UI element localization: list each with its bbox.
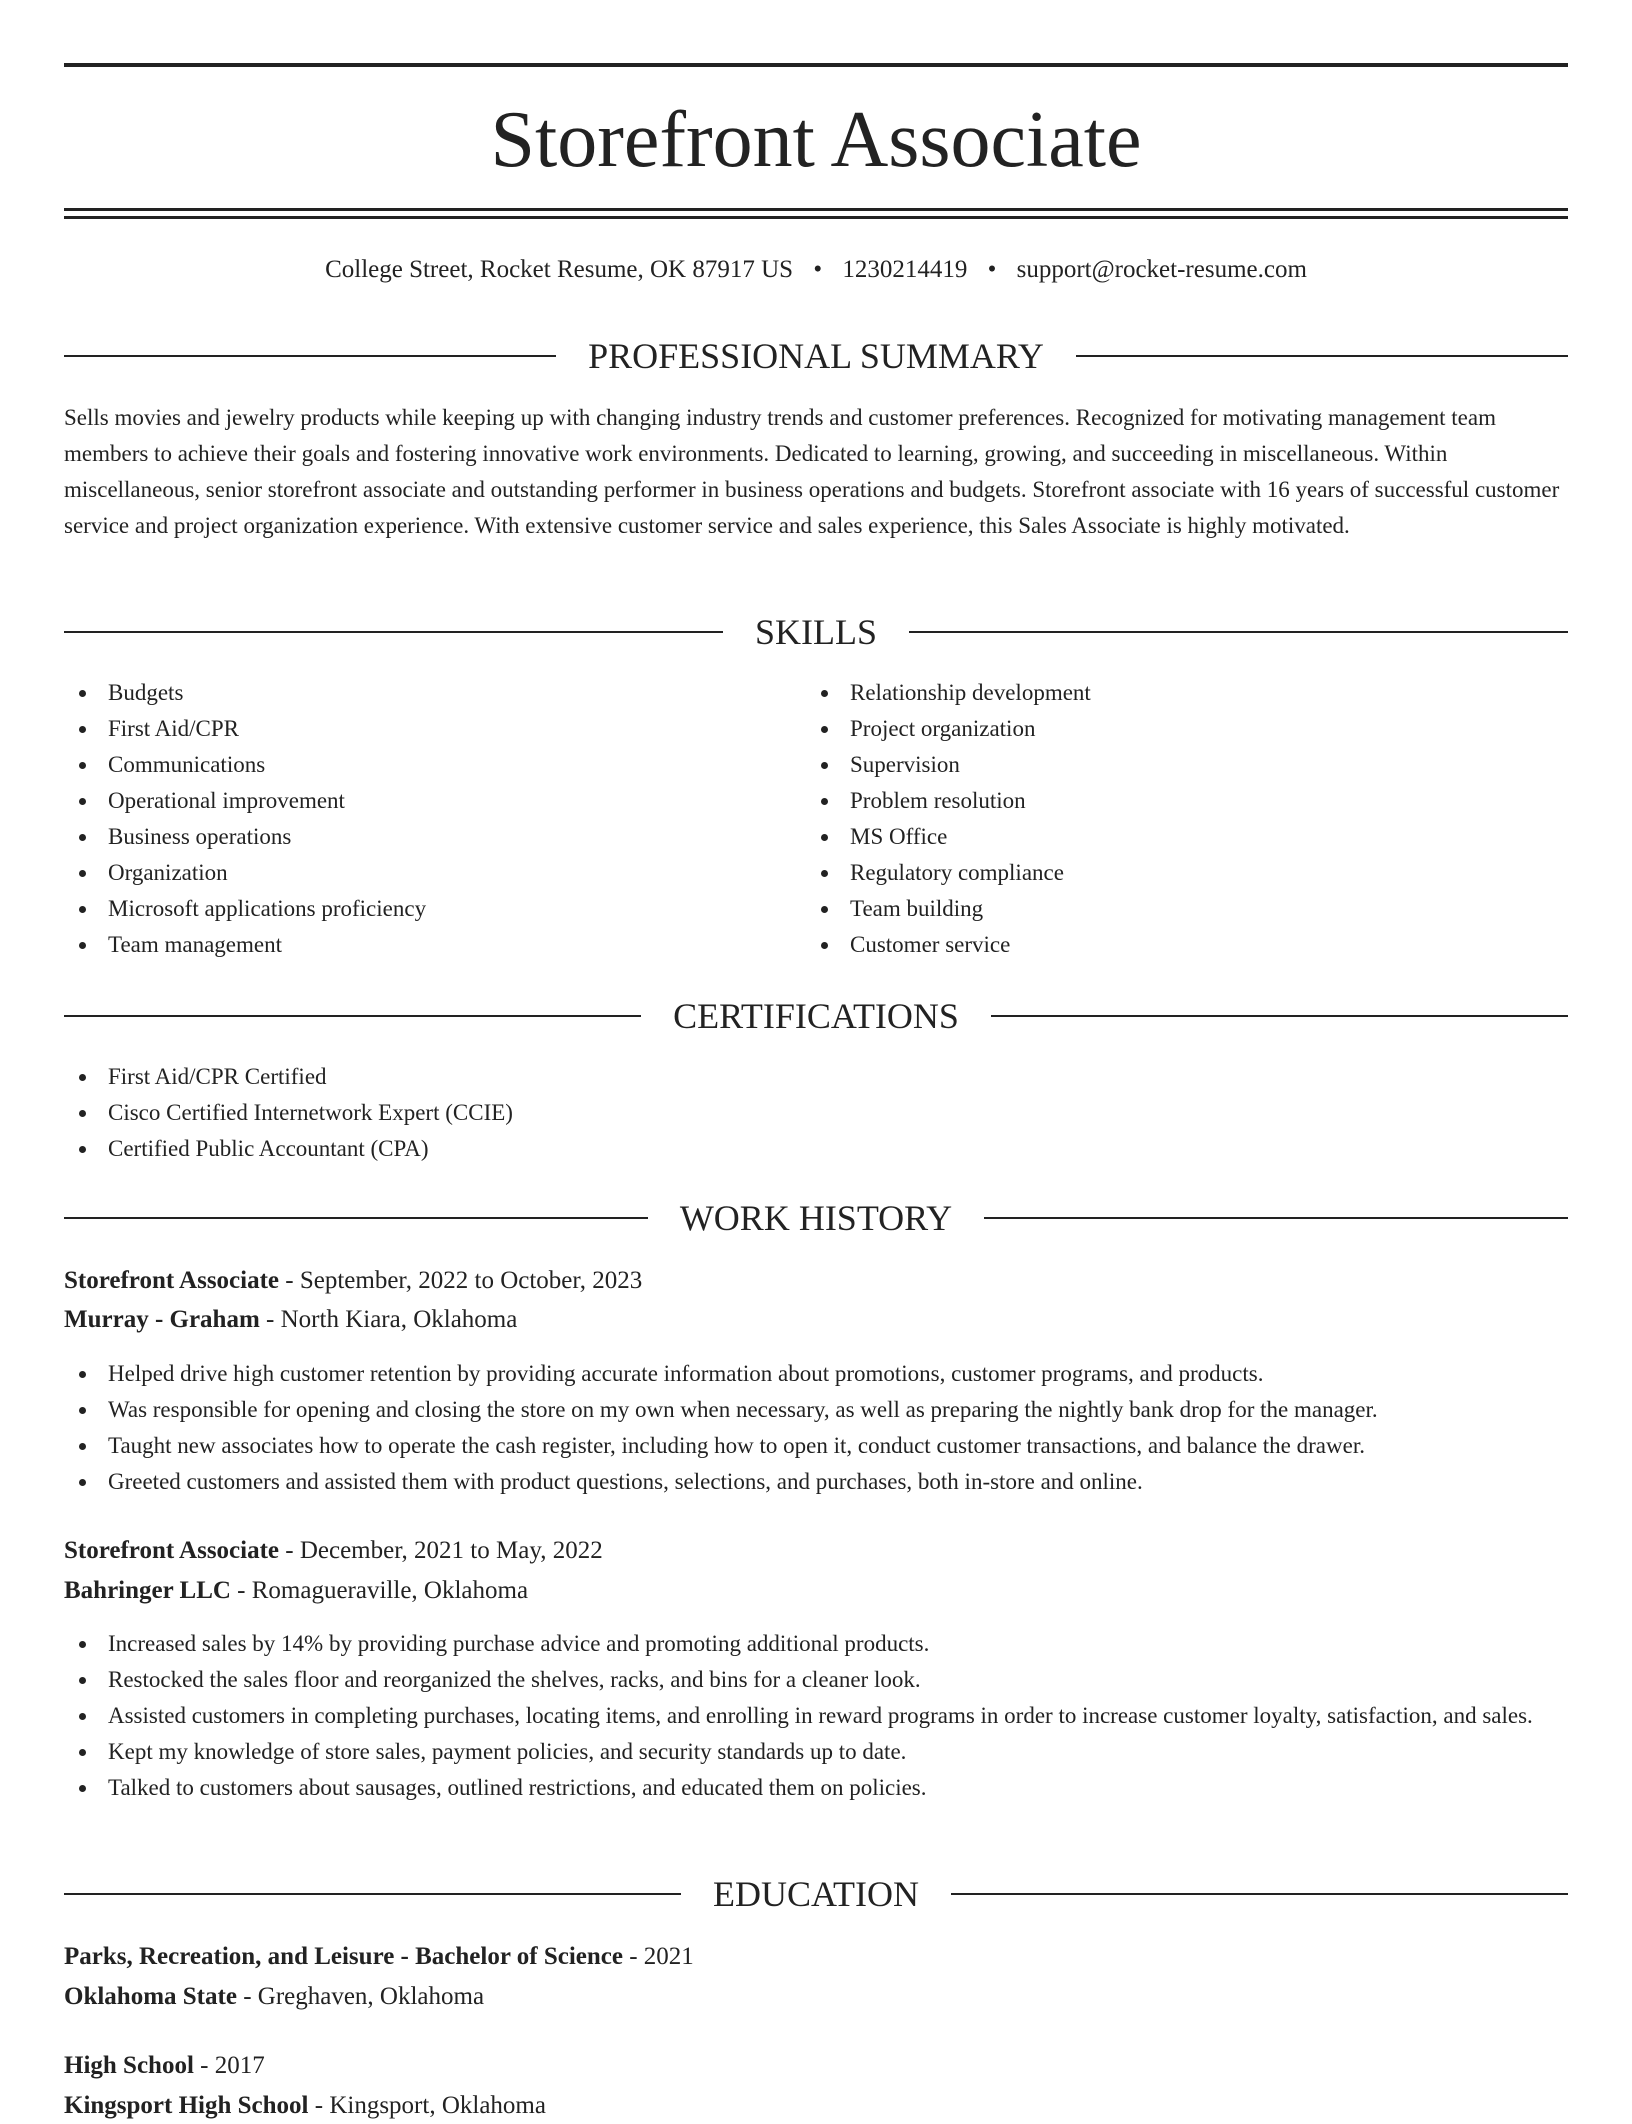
- certifications-list: [64, 1059, 1568, 1167]
- skill-item: MS Office: [806, 819, 1566, 855]
- skill-item: Problem resolution: [806, 783, 1566, 819]
- job-bullet: Kept my knowledge of store sales, payment policies, and security standards up to date.: [64, 1734, 1568, 1770]
- job-bullet: Was responsible for opening and closing the store on my own when necessary, as well as preparing the nightly bank drop for the manager.: [64, 1392, 1568, 1428]
- section-title: PROFESSIONAL SUMMARY: [588, 336, 1044, 376]
- job-bullet: Talked to customers about sausages, outlined restrictions, and educated them on policies.: [64, 1770, 1568, 1806]
- job-dates: - September, 2022 to October, 2023: [279, 1267, 643, 1294]
- education-location: - Greghaven, Oklahoma: [236, 1983, 485, 2010]
- education-school: Kingsport High School: [64, 2092, 309, 2119]
- skills-list-left: [64, 675, 804, 963]
- job-company: Bahringer LLC: [64, 1577, 231, 1604]
- job-company: Murray - Graham: [64, 1306, 260, 1333]
- heading-rule: [64, 1893, 681, 1895]
- section-title: EDUCATION: [713, 1874, 919, 1914]
- job-title-line: [64, 1263, 1568, 1299]
- summary-heading: [64, 334, 1568, 378]
- certification-item: Cisco Certified Internetwork Expert (CCIE): [64, 1095, 1568, 1131]
- skills-list-right: [806, 675, 1566, 963]
- education-year: - 2017: [193, 2052, 265, 2079]
- heading-rule: [991, 1015, 1568, 1017]
- address-text: College Street, Rocket Resume, OK 87917 US: [325, 256, 794, 283]
- job-company-line: [64, 1302, 1568, 1338]
- section-title: CERTIFICATIONS: [673, 996, 959, 1036]
- education-degree-line: [64, 2048, 1568, 2084]
- skill-item: First Aid/CPR: [64, 711, 804, 747]
- job-title-line: [64, 1533, 1568, 1569]
- bullet-separator: •: [813, 256, 823, 283]
- job-bullet: Taught new associates how to operate the cash register, including how to open it, conduct customer transactions, and balance the drawer.: [64, 1428, 1568, 1464]
- title-rule-lower: [64, 216, 1568, 219]
- job-bullet: Assisted customers in completing purchases, locating items, and enrolling in reward programs in order to increase customer loyalty, satisfaction, and sales.: [64, 1698, 1568, 1734]
- education-heading: [64, 1872, 1568, 1916]
- education-location: - Kingsport, Oklahoma: [308, 2092, 546, 2119]
- job-location: - North Kiara, Oklahoma: [259, 1306, 518, 1333]
- skill-item: Team building: [806, 891, 1566, 927]
- skill-item: Team management: [64, 927, 804, 963]
- section-title: SKILLS: [755, 612, 878, 652]
- heading-rule: [64, 631, 723, 633]
- skill-item: Budgets: [64, 675, 804, 711]
- job-title: Storefront Associate: [64, 1537, 280, 1564]
- bullet-separator: •: [987, 256, 997, 283]
- job-bullet: Helped drive high customer retention by providing accurate information about promotions, customer programs, and products.: [64, 1356, 1568, 1392]
- education-year: - 2021: [622, 1943, 694, 1970]
- skill-item: Communications: [64, 747, 804, 783]
- skill-item: Microsoft applications proficiency: [64, 891, 804, 927]
- certifications-heading: [64, 994, 1568, 1038]
- job-title: Storefront Associate: [64, 1267, 280, 1294]
- heading-rule: [1076, 355, 1568, 357]
- skills-heading: [64, 610, 1568, 654]
- job-bullets: [64, 1356, 1568, 1500]
- skill-item: Relationship development: [806, 675, 1566, 711]
- skill-item: Customer service: [806, 927, 1566, 963]
- job-bullet: Restocked the sales floor and reorganized the shelves, racks, and bins for a cleaner look.: [64, 1662, 1568, 1698]
- education-school: Oklahoma State: [64, 1983, 237, 2010]
- job-bullet: Greeted customers and assisted them with product questions, selections, and purchases, both in-store and online.: [64, 1464, 1568, 1500]
- skill-item: Project organization: [806, 711, 1566, 747]
- skill-item: Business operations: [64, 819, 804, 855]
- job-bullets: [64, 1626, 1568, 1806]
- heading-rule: [64, 1015, 641, 1017]
- certification-item: Certified Public Accountant (CPA): [64, 1131, 1568, 1167]
- summary-text: Sells movies and jewelry products while keeping up with changing industry trends and customer preferences. Recognized for motivating management team members to achieve their goals and fostering innovative work environments. Dedicated to learning, growing, and succeeding in miscellaneous. Within miscellaneous, senior storefront associate and outstanding performer in business operations and budgets. Storefront associate with 16 years of successful customer service and project organization experience. With extensive customer service and sales experience, this Sales Associate is highly motivated.: [64, 405, 1560, 538]
- job-location: - Romagueraville, Oklahoma: [230, 1577, 529, 1604]
- skill-item: Organization: [64, 855, 804, 891]
- heading-rule: [909, 631, 1568, 633]
- education-degree: High School: [64, 2052, 194, 2079]
- heading-rule: [984, 1217, 1568, 1219]
- job-bullet: Increased sales by 14% by providing purchase advice and promoting additional products.: [64, 1626, 1568, 1662]
- education-degree-line: [64, 1939, 1568, 1975]
- education-school-line: [64, 2088, 1568, 2124]
- job-company-line: [64, 1573, 1568, 1609]
- education-school-line: [64, 1979, 1568, 2015]
- email-text: support@rocket-resume.com: [1016, 256, 1307, 283]
- top-rule: [64, 63, 1568, 67]
- skill-item: Operational improvement: [64, 783, 804, 819]
- section-title: WORK HISTORY: [679, 1198, 953, 1238]
- heading-rule: [951, 1893, 1568, 1895]
- certification-item: First Aid/CPR Certified: [64, 1059, 1568, 1095]
- skill-item: Regulatory compliance: [806, 855, 1566, 891]
- education-degree: Parks, Recreation, and Leisure - Bachelor of Science: [64, 1943, 623, 1970]
- heading-rule: [64, 355, 556, 357]
- page-title: Storefront Associate: [490, 96, 1142, 184]
- work-history-heading: [64, 1196, 1568, 1240]
- job-dates: - December, 2021 to May, 2022: [279, 1537, 603, 1564]
- contact-line: [64, 252, 1568, 288]
- phone-text: 1230214419: [842, 256, 968, 283]
- skill-item: Supervision: [806, 747, 1566, 783]
- heading-rule: [64, 1217, 648, 1219]
- title-rule-upper: [64, 208, 1568, 211]
